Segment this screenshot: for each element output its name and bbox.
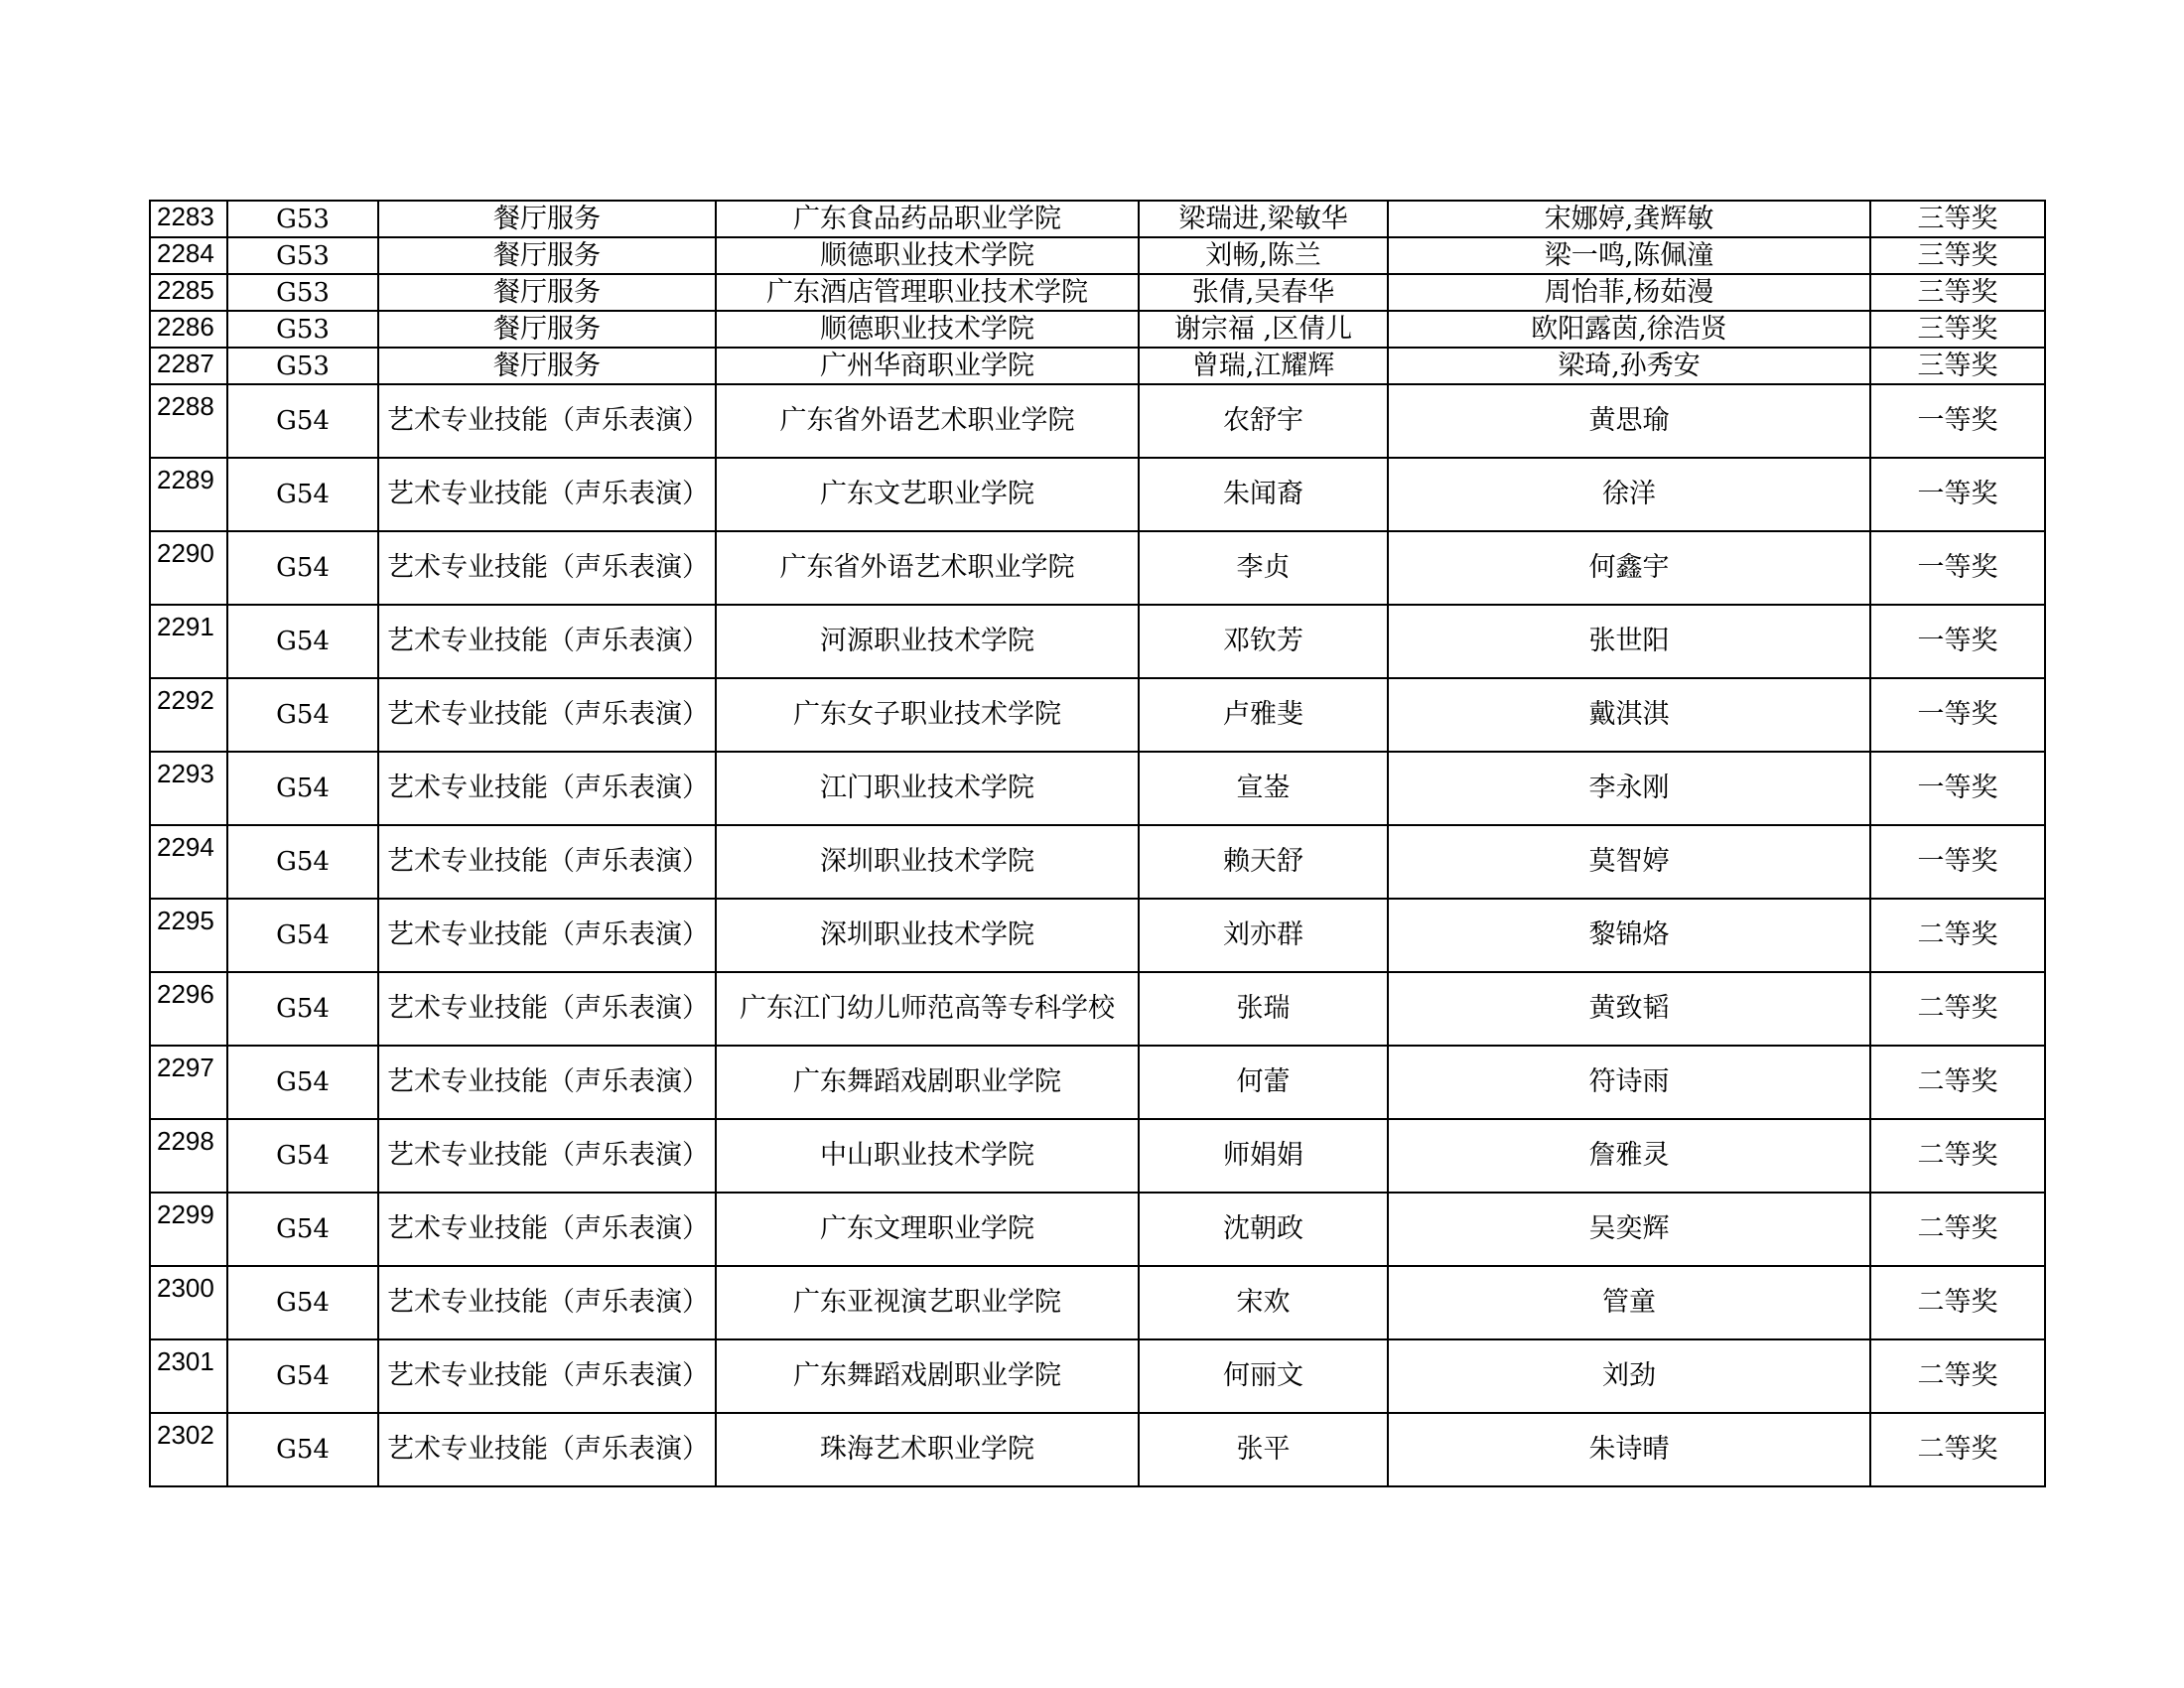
cell-award: 二等奖 [1870,1193,2045,1266]
cell-no: 2298 [150,1119,227,1193]
cell-project: 餐厅服务 [378,311,716,348]
cell-project: 艺术专业技能（声乐表演） [378,825,716,899]
cell-award: 一等奖 [1870,678,2045,752]
cell-school: 广东文艺职业学院 [716,458,1139,531]
cell-code: G53 [227,311,378,348]
cell-code: G54 [227,1193,378,1266]
cell-students: 詹雅灵 [1388,1119,1870,1193]
cell-school: 广东食品药品职业学院 [716,201,1139,237]
table-row [150,1413,2045,1486]
cell-instructors: 张瑞 [1139,972,1388,1046]
cell-project: 餐厅服务 [378,237,716,274]
table-row [150,605,2045,678]
cell-code: G54 [227,972,378,1046]
cell-project: 艺术专业技能（声乐表演） [378,752,716,825]
cell-instructors: 师娟娟 [1139,1119,1388,1193]
cell-code: G54 [227,1119,378,1193]
cell-code: G54 [227,825,378,899]
table-row [150,1193,2045,1266]
table-row [150,1046,2045,1119]
table-row [150,311,2045,348]
cell-students: 李永刚 [1388,752,1870,825]
cell-code: G54 [227,1046,378,1119]
cell-no: 2285 [150,274,227,311]
table-row [150,348,2045,384]
table-row [150,531,2045,605]
cell-instructors: 何丽文 [1139,1339,1388,1413]
cell-school: 广东省外语艺术职业学院 [716,384,1139,458]
cell-award: 一等奖 [1870,531,2045,605]
cell-code: G54 [227,1339,378,1413]
cell-no: 2299 [150,1193,227,1266]
cell-award: 三等奖 [1870,274,2045,311]
cell-award: 三等奖 [1870,311,2045,348]
cell-instructors: 刘亦群 [1139,899,1388,972]
cell-instructors: 宋欢 [1139,1266,1388,1339]
cell-code: G54 [227,605,378,678]
cell-students: 梁一鸣,陈佩潼 [1388,237,1870,274]
cell-students: 徐洋 [1388,458,1870,531]
cell-school: 广东省外语艺术职业学院 [716,531,1139,605]
cell-project: 餐厅服务 [378,274,716,311]
cell-project: 艺术专业技能（声乐表演） [378,1193,716,1266]
cell-instructors: 曾瑞,江耀辉 [1139,348,1388,384]
cell-award: 一等奖 [1870,752,2045,825]
cell-instructors: 张平 [1139,1413,1388,1486]
table-row [150,1119,2045,1193]
cell-students: 黎锦烙 [1388,899,1870,972]
cell-students: 周怡菲,杨茹漫 [1388,274,1870,311]
table-row [150,899,2045,972]
cell-school: 广东酒店管理职业技术学院 [716,274,1139,311]
cell-award: 三等奖 [1870,348,2045,384]
cell-instructors: 谢宗福 ,区倩儿 [1139,311,1388,348]
cell-project: 餐厅服务 [378,348,716,384]
cell-school: 中山职业技术学院 [716,1119,1139,1193]
cell-project: 艺术专业技能（声乐表演） [378,458,716,531]
cell-instructors: 朱闻裔 [1139,458,1388,531]
cell-students: 宋娜婷,龚辉敏 [1388,201,1870,237]
awards-table-body [150,201,2045,1486]
cell-school: 广东舞蹈戏剧职业学院 [716,1046,1139,1119]
cell-school: 顺德职业技术学院 [716,237,1139,274]
cell-code: G53 [227,274,378,311]
cell-project: 艺术专业技能（声乐表演） [378,1119,716,1193]
cell-instructors: 何蕾 [1139,1046,1388,1119]
cell-instructors: 张倩,吴春华 [1139,274,1388,311]
cell-project: 艺术专业技能（声乐表演） [378,1413,716,1486]
cell-code: G54 [227,384,378,458]
cell-award: 二等奖 [1870,1046,2045,1119]
cell-code: G54 [227,678,378,752]
table-row [150,458,2045,531]
cell-award: 二等奖 [1870,1339,2045,1413]
cell-no: 2296 [150,972,227,1046]
table-row [150,201,2045,237]
cell-award: 二等奖 [1870,1119,2045,1193]
cell-school: 广东舞蹈戏剧职业学院 [716,1339,1139,1413]
cell-no: 2300 [150,1266,227,1339]
cell-project: 艺术专业技能（声乐表演） [378,972,716,1046]
table-row [150,752,2045,825]
cell-no: 2283 [150,201,227,237]
cell-no: 2293 [150,752,227,825]
cell-students: 莫智婷 [1388,825,1870,899]
cell-no: 2297 [150,1046,227,1119]
cell-students: 吴奕辉 [1388,1193,1870,1266]
cell-no: 2284 [150,237,227,274]
cell-no: 2302 [150,1413,227,1486]
cell-students: 梁琦,孙秀安 [1388,348,1870,384]
cell-instructors: 刘畅,陈兰 [1139,237,1388,274]
cell-no: 2291 [150,605,227,678]
table-row [150,678,2045,752]
cell-instructors: 梁瑞进,梁敏华 [1139,201,1388,237]
cell-award: 二等奖 [1870,1266,2045,1339]
cell-school: 广州华商职业学院 [716,348,1139,384]
cell-project: 艺术专业技能（声乐表演） [378,899,716,972]
cell-school: 深圳职业技术学院 [716,899,1139,972]
cell-school: 广东文理职业学院 [716,1193,1139,1266]
cell-students: 黄致韬 [1388,972,1870,1046]
cell-school: 深圳职业技术学院 [716,825,1139,899]
cell-project: 艺术专业技能（声乐表演） [378,531,716,605]
cell-award: 二等奖 [1870,972,2045,1046]
cell-students: 刘劲 [1388,1339,1870,1413]
cell-code: G53 [227,348,378,384]
cell-no: 2292 [150,678,227,752]
cell-no: 2301 [150,1339,227,1413]
cell-instructors: 宣崟 [1139,752,1388,825]
cell-school: 广东亚视演艺职业学院 [716,1266,1139,1339]
cell-students: 黄思瑜 [1388,384,1870,458]
table-row [150,972,2045,1046]
cell-school: 广东女子职业技术学院 [716,678,1139,752]
cell-award: 一等奖 [1870,605,2045,678]
table-row [150,237,2045,274]
cell-students: 张世阳 [1388,605,1870,678]
cell-award: 二等奖 [1870,899,2045,972]
cell-students: 朱诗晴 [1388,1413,1870,1486]
cell-award: 三等奖 [1870,201,2045,237]
cell-project: 艺术专业技能（声乐表演） [378,1046,716,1119]
cell-students: 戴淇淇 [1388,678,1870,752]
cell-no: 2288 [150,384,227,458]
cell-students: 何鑫宇 [1388,531,1870,605]
cell-project: 艺术专业技能（声乐表演） [378,1266,716,1339]
cell-instructors: 邓钦芳 [1139,605,1388,678]
cell-instructors: 沈朝政 [1139,1193,1388,1266]
cell-code: G54 [227,531,378,605]
cell-project: 艺术专业技能（声乐表演） [378,1339,716,1413]
cell-school: 江门职业技术学院 [716,752,1139,825]
cell-no: 2290 [150,531,227,605]
cell-award: 一等奖 [1870,825,2045,899]
cell-code: G54 [227,1266,378,1339]
cell-instructors: 赖天舒 [1139,825,1388,899]
table-row [150,274,2045,311]
cell-award: 一等奖 [1870,384,2045,458]
cell-project: 餐厅服务 [378,201,716,237]
cell-code: G54 [227,752,378,825]
cell-code: G54 [227,1413,378,1486]
cell-code: G54 [227,899,378,972]
cell-project: 艺术专业技能（声乐表演） [378,678,716,752]
cell-no: 2295 [150,899,227,972]
cell-code: G53 [227,201,378,237]
table-row [150,1339,2045,1413]
cell-students: 欧阳露茵,徐浩贤 [1388,311,1870,348]
cell-instructors: 卢雅斐 [1139,678,1388,752]
cell-project: 艺术专业技能（声乐表演） [378,384,716,458]
cell-code: G54 [227,458,378,531]
table-row [150,384,2045,458]
cell-students: 管童 [1388,1266,1870,1339]
cell-school: 顺德职业技术学院 [716,311,1139,348]
cell-no: 2289 [150,458,227,531]
cell-instructors: 李贞 [1139,531,1388,605]
cell-project: 艺术专业技能（声乐表演） [378,605,716,678]
cell-no: 2294 [150,825,227,899]
cell-instructors: 农舒宇 [1139,384,1388,458]
cell-no: 2286 [150,311,227,348]
cell-award: 一等奖 [1870,458,2045,531]
table-row [150,1266,2045,1339]
cell-school: 河源职业技术学院 [716,605,1139,678]
awards-table [149,200,2046,1487]
table-row [150,825,2045,899]
cell-award: 二等奖 [1870,1413,2045,1486]
cell-school: 珠海艺术职业学院 [716,1413,1139,1486]
cell-students: 符诗雨 [1388,1046,1870,1119]
cell-no: 2287 [150,348,227,384]
cell-award: 三等奖 [1870,237,2045,274]
cell-school: 广东江门幼儿师范高等专科学校 [716,972,1139,1046]
cell-code: G53 [227,237,378,274]
